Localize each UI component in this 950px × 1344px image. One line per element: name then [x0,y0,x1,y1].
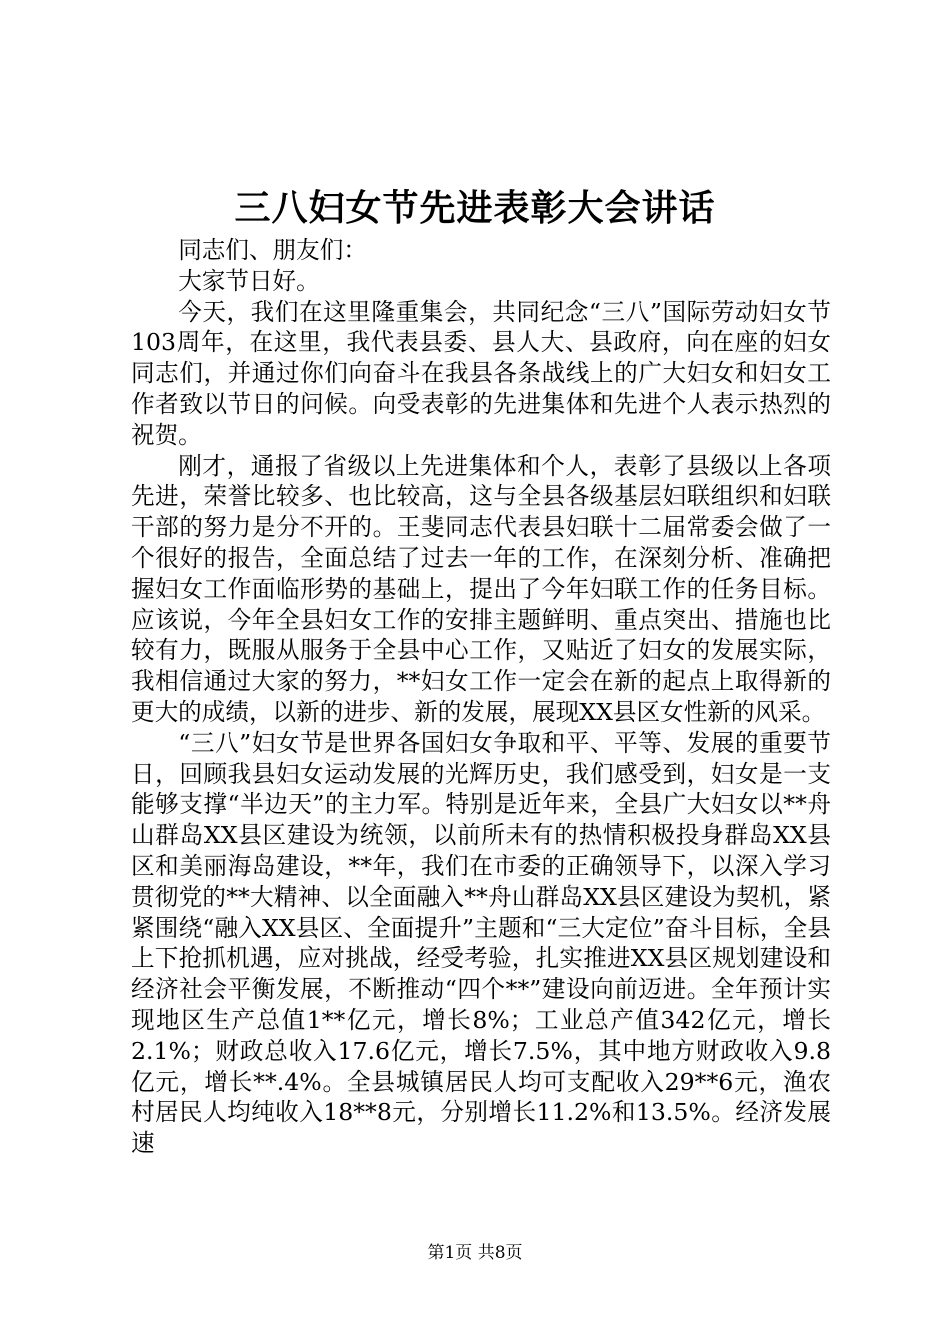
greeting: 大家节日好。 [178,266,320,295]
page-number-footer: 第1页 共8页 [427,1243,523,1263]
document-body [131,235,831,1159]
paragraph: 今天，我们在这里隆重集会，共同纪念“三八”国际劳动妇女节103周年，在这里，我代表县委、县人大、县政府，向在座的妇女同志们，并通过你们向奋斗在我县各条战线上的广大妇女和妇女工作者致以节日的问候。向受表彰的先进集体和先进个人表示热烈的祝贺。 [131,297,831,449]
salutation: 同志们、朋友们： [178,236,367,264]
document-title: 三八妇女节先进表彰大会讲话 [234,187,716,229]
paragraph: “三八”妇女节是世界各国妇女争取和平、平等、发展的重要节日，回顾我县妇女运动发展的光辉历史，我们感受到，妇女是一支能够支撑“半边天”的主力军。特别是近年来，全县广大妇女以**舟山群岛XX县区建设为统领，以前所未有的热情积极投身群岛XX县区和美丽海岛建设，**年，我们在市委的正确领导下，以深入学习贯彻党的**大精神、以全面融入**舟山群岛XX县区建设为契机，紧紧围绕“融入XX县区、全面提升”主题和“三大定位”奋斗目标，全县上下抢抓机遇，应对挑战，经受考验，扎实推进XX县区规划建设和经济社会平衡发展，不断推动“四个**”建设向前迈进。全年预计实现地区生产总值1**亿元，增长8%；工业总产值342亿元，增长2.1%；财政总收入17.6亿元，增长7.5%，其中地方财政收入9.8亿元，增长**.4%。全县城镇居民人均可支配收入29**6元，渔农村居民人均纯收入18**8元，分别增长11.2%和13.5%。经济发展速 [131,728,831,1158]
paragraph: 刚才，通报了省级以上先进集体和个人，表彰了县级以上各项先进，荣誉比较多、也比较高，这与全县各级基层妇联组织和妇联干部的努力是分不开的。王斐同志代表县妇联十二届常委会做了一个很好的报告，全面总结了过去一年的工作，在深刻分析、准确把握妇女工作面临形势的基础上，提出了今年妇联工作的任务目标。应该说，今年全县妇女工作的安排主题鲜明、重点突出、措施也比较有力，既服从服务于全县中心工作，又贴近了妇女的发展实际，我相信通过大家的努力，**妇女工作一定会在新的起点上取得新的更大的成绩，以新的进步、新的发展，展现XX县区女性新的风采。 [131,451,831,726]
